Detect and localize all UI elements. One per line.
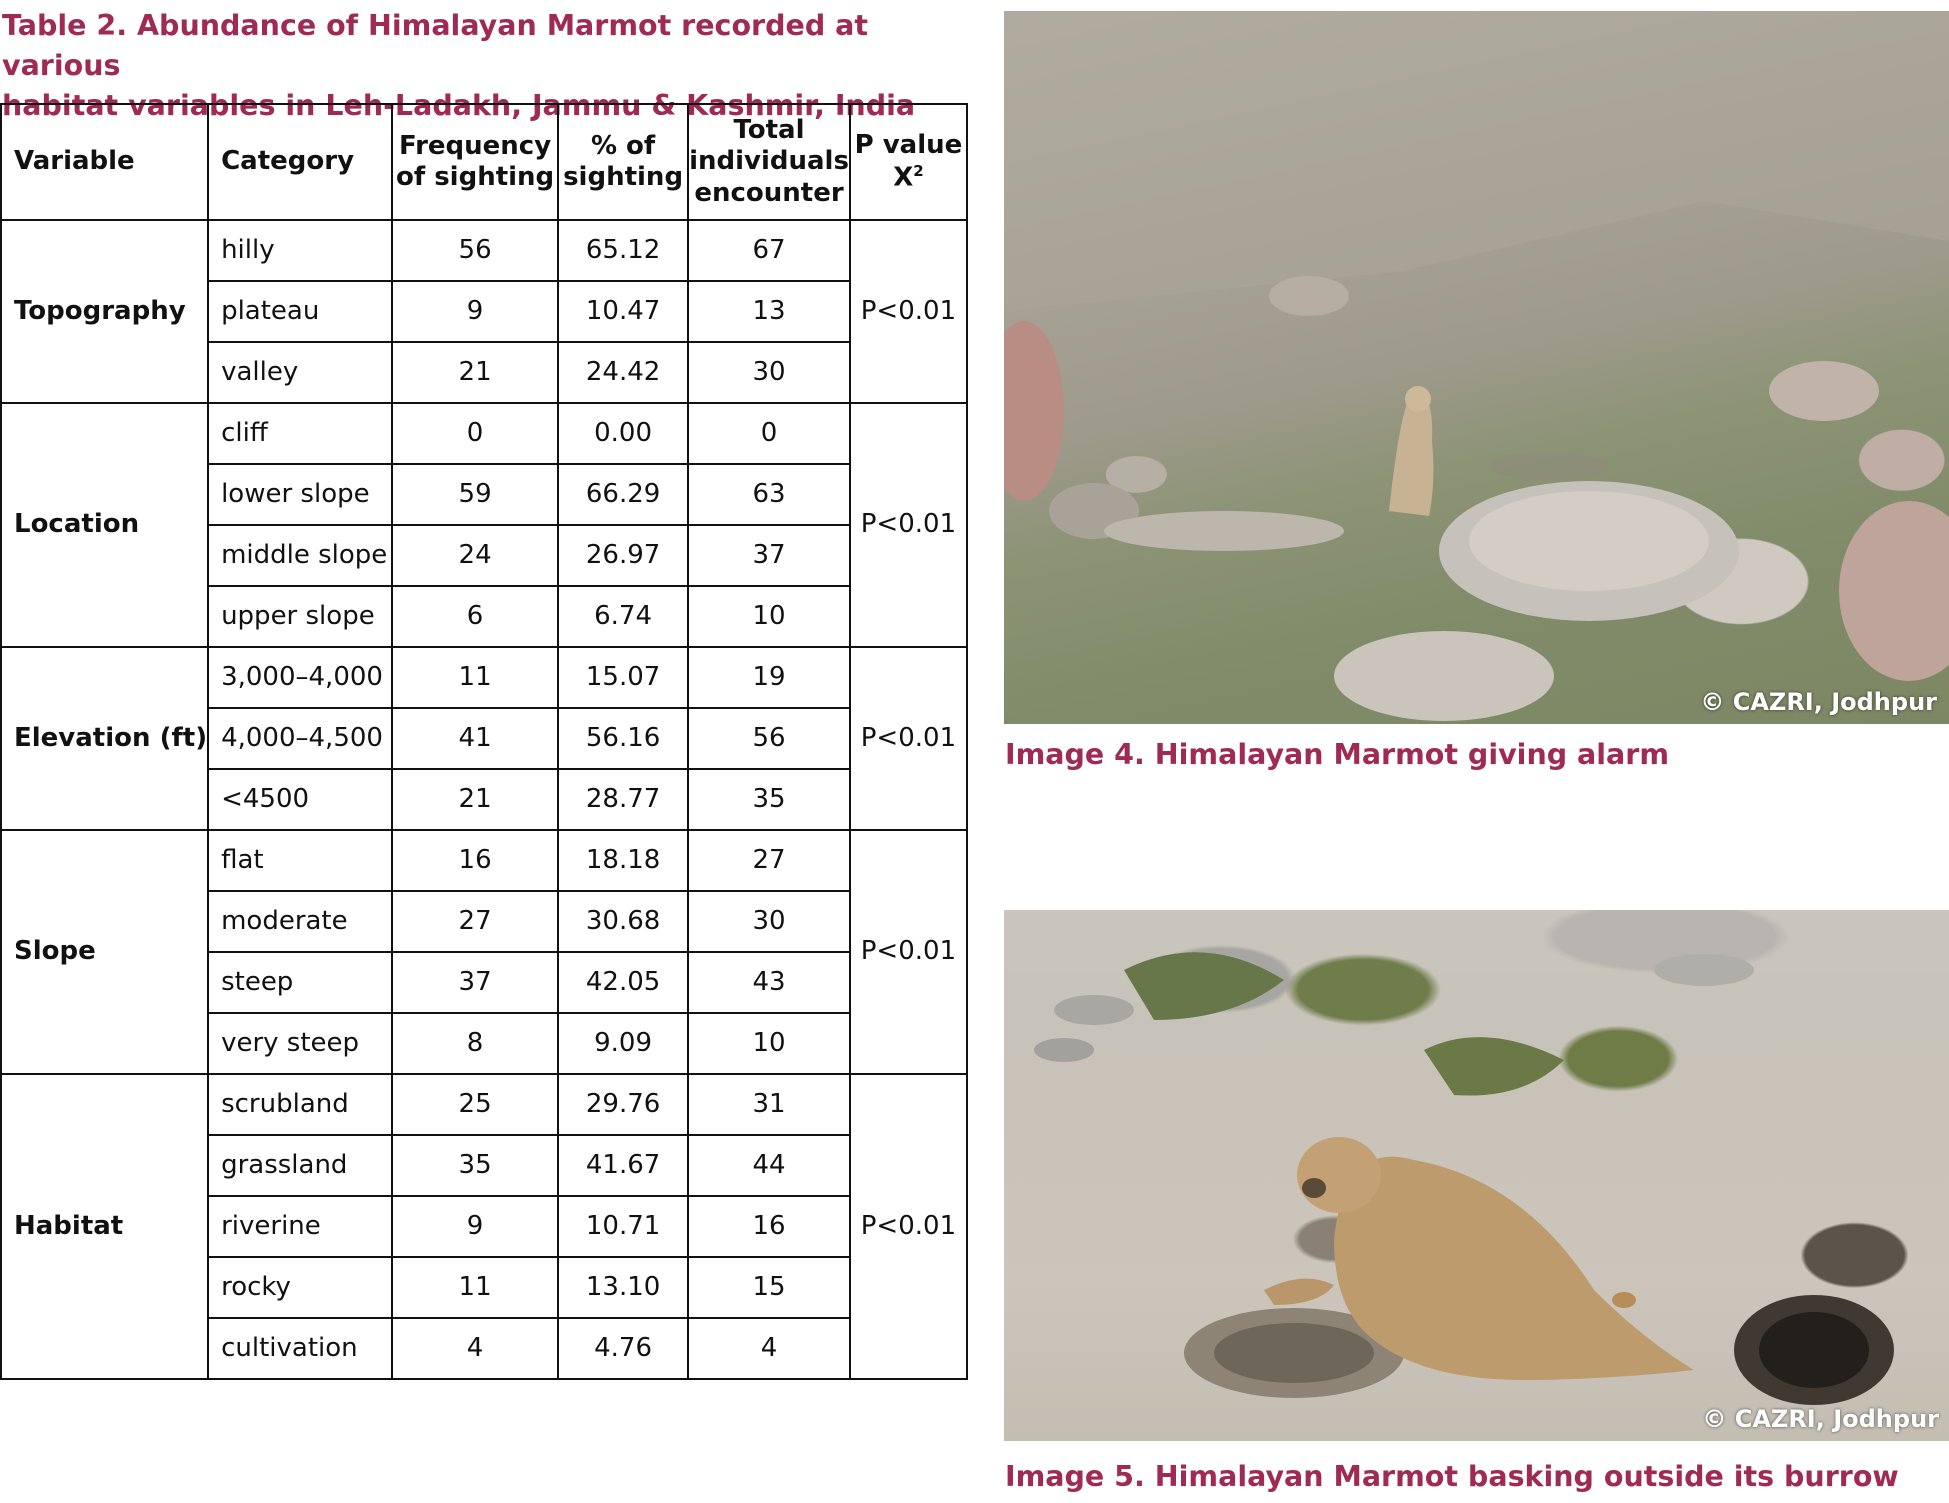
variable-cell: Topography	[1, 220, 208, 403]
category-cell: cliff	[208, 403, 392, 464]
variable-cell: Elevation (ft)	[1, 647, 208, 830]
header-frequency	[392, 104, 558, 220]
table-row	[1, 830, 967, 891]
category-cell: cultivation	[208, 1318, 392, 1379]
percent-cell: 42.05	[558, 952, 688, 1013]
category-cell: lower slope	[208, 464, 392, 525]
frequency-cell: 8	[392, 1013, 558, 1074]
header-percent-line-1: % of	[590, 130, 656, 161]
variable-cell: Habitat	[1, 1074, 208, 1379]
header-p-value	[850, 104, 967, 220]
image-5-caption: Image 5. Himalayan Marmot basking outside its burrow	[1005, 1460, 1899, 1493]
table-row	[1, 220, 967, 281]
percent-cell: 15.07	[558, 647, 688, 708]
p-value-cell: P<0.01	[850, 830, 967, 1074]
total-cell: 31	[688, 1074, 850, 1135]
total-cell: 44	[688, 1135, 850, 1196]
frequency-cell: 27	[392, 891, 558, 952]
total-cell: 0	[688, 403, 850, 464]
header-frequency-line-1: Frequency	[398, 130, 552, 161]
frequency-cell: 11	[392, 647, 558, 708]
category-cell: rocky	[208, 1257, 392, 1318]
total-cell: 4	[688, 1318, 850, 1379]
header-total-line-1: Total	[733, 115, 805, 146]
marmot-burrow-scene	[1004, 910, 1949, 1441]
frequency-cell: 9	[392, 281, 558, 342]
table-header-row	[1, 104, 967, 220]
header-frequency-line-2: of sighting	[395, 162, 555, 192]
total-cell: 67	[688, 220, 850, 281]
category-cell: very steep	[208, 1013, 392, 1074]
table-body	[1, 220, 967, 1379]
total-cell: 16	[688, 1196, 850, 1257]
percent-cell: 4.76	[558, 1318, 688, 1379]
category-cell: scrubland	[208, 1074, 392, 1135]
category-cell: 4,000–4,500	[208, 708, 392, 769]
total-cell: 35	[688, 769, 850, 830]
header-percent	[558, 104, 688, 220]
category-cell: steep	[208, 952, 392, 1013]
category-cell: moderate	[208, 891, 392, 952]
header-chi: X	[893, 162, 914, 193]
frequency-cell: 25	[392, 1074, 558, 1135]
percent-cell: 9.09	[558, 1013, 688, 1074]
table-row	[1, 1074, 967, 1135]
frequency-cell: 59	[392, 464, 558, 525]
percent-cell: 18.18	[558, 830, 688, 891]
total-cell: 63	[688, 464, 850, 525]
percent-cell: 13.10	[558, 1257, 688, 1318]
header-chi-superscript: 2	[913, 161, 924, 180]
percent-cell: 0.00	[558, 403, 688, 464]
total-cell: 19	[688, 647, 850, 708]
header-p-value-line-2	[851, 162, 966, 194]
total-cell: 15	[688, 1257, 850, 1318]
table-row	[1, 403, 967, 464]
total-cell: 37	[688, 525, 850, 586]
frequency-cell: 37	[392, 952, 558, 1013]
variable-cell: Slope	[1, 830, 208, 1074]
percent-cell: 65.12	[558, 220, 688, 281]
frequency-cell: 0	[392, 403, 558, 464]
total-cell: 43	[688, 952, 850, 1013]
photo-credit-alarm: © CAZRI, Jodhpur	[1700, 688, 1937, 716]
frequency-cell: 9	[392, 1196, 558, 1257]
total-cell: 56	[688, 708, 850, 769]
header-percent-line-2: sighting	[563, 162, 684, 192]
percent-cell: 30.68	[558, 891, 688, 952]
category-cell: middle slope	[208, 525, 392, 586]
header-category: Category	[208, 104, 392, 220]
total-cell: 27	[688, 830, 850, 891]
habitat-table	[0, 103, 968, 1380]
category-cell: valley	[208, 342, 392, 403]
frequency-cell: 24	[392, 525, 558, 586]
frequency-cell: 35	[392, 1135, 558, 1196]
image-4-caption: Image 4. Himalayan Marmot giving alarm	[1005, 738, 1670, 771]
table-row	[1, 647, 967, 708]
percent-cell: 24.42	[558, 342, 688, 403]
percent-cell: 41.67	[558, 1135, 688, 1196]
total-cell: 30	[688, 342, 850, 403]
percent-cell: 10.71	[558, 1196, 688, 1257]
p-value-cell: P<0.01	[850, 1074, 967, 1379]
frequency-cell: 16	[392, 830, 558, 891]
frequency-cell: 21	[392, 769, 558, 830]
header-total-line-2: individuals	[689, 146, 849, 177]
percent-cell: 26.97	[558, 525, 688, 586]
header-total-line-3: encounter	[694, 177, 844, 208]
frequency-cell: 4	[392, 1318, 558, 1379]
total-cell: 10	[688, 586, 850, 647]
category-cell: <4500	[208, 769, 392, 830]
p-value-cell: P<0.01	[850, 403, 967, 647]
frequency-cell: 11	[392, 1257, 558, 1318]
variable-cell: Location	[1, 403, 208, 647]
marmot-alarm-scene	[1004, 11, 1949, 724]
table-caption-line-2: habitat variables in Leh-Ladakh, Jammu & Kashmir, India	[2, 89, 916, 122]
percent-cell: 6.74	[558, 586, 688, 647]
p-value-cell: P<0.01	[850, 647, 967, 830]
category-cell: upper slope	[208, 586, 392, 647]
percent-cell: 29.76	[558, 1074, 688, 1135]
header-total	[688, 104, 850, 220]
total-cell: 30	[688, 891, 850, 952]
frequency-cell: 41	[392, 708, 558, 769]
header-variable: Variable	[1, 104, 208, 220]
frequency-cell: 21	[392, 342, 558, 403]
percent-cell: 56.16	[558, 708, 688, 769]
percent-cell: 10.47	[558, 281, 688, 342]
category-cell: grassland	[208, 1135, 392, 1196]
category-cell: hilly	[208, 220, 392, 281]
marmot-alarm-photo	[1004, 11, 1949, 724]
category-cell: plateau	[208, 281, 392, 342]
category-cell: riverine	[208, 1196, 392, 1257]
table-caption-line-1: Table 2. Abundance of Himalayan Marmot recorded at various	[2, 9, 868, 82]
frequency-cell: 56	[392, 220, 558, 281]
p-value-cell: P<0.01	[850, 220, 967, 403]
total-cell: 13	[688, 281, 850, 342]
photo-credit-burrow: © CAZRI, Jodhpur	[1702, 1405, 1939, 1433]
marmot-burrow-photo	[1004, 910, 1949, 1441]
percent-cell: 66.29	[558, 464, 688, 525]
percent-cell: 28.77	[558, 769, 688, 830]
total-cell: 10	[688, 1013, 850, 1074]
header-p-value-line-1: P value	[854, 130, 963, 161]
category-cell: 3,000–4,000	[208, 647, 392, 708]
category-cell: flat	[208, 830, 392, 891]
frequency-cell: 6	[392, 586, 558, 647]
